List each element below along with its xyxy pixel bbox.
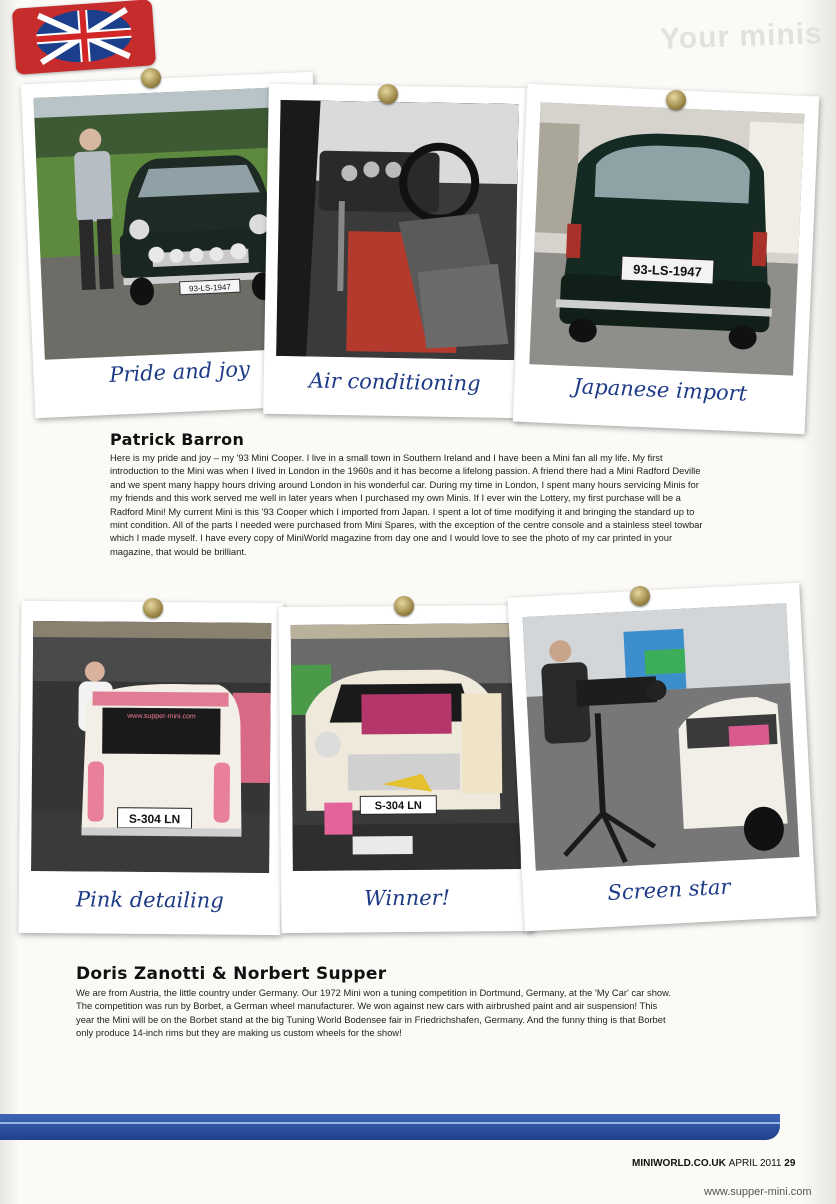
pin-icon — [143, 598, 163, 618]
plate-text: S-304 LN — [128, 811, 181, 827]
article-body: We are from Austria, the little country under Germany. Our 1972 Mini won a tuning competition in Dortmund, Germany, at the 'My Car' car show. The competition was run by Borbet, a German wheel manufacturer. We won against new cars with airbrushed paint and air suspension! This year the Mini will be on the Borbet stand at the big Tuning World Bodensee fair in Friedrichshafen, Germany. And the funny thing is that Borbet only produce 14-inch rims but they are making us custom wheels for the show! — [76, 987, 671, 1039]
photo-pink-detailing — [19, 601, 284, 935]
pin-icon — [141, 68, 161, 88]
caption-pride-and-joy: Pride and joy — [108, 356, 251, 387]
footer-bar — [0, 1114, 780, 1140]
issue-date: APRIL 2011 — [728, 1158, 782, 1169]
plate-text: 93-LS-1947 — [188, 282, 231, 294]
photo-screen-star — [507, 583, 816, 932]
photo-winner — [279, 605, 534, 933]
pin-icon — [378, 84, 398, 104]
caption-pink-detailing: Pink detailing — [75, 887, 224, 913]
article-body: Here is my pride and joy – my '93 Mini Cooper. I live in a small town in Southern Ireland and I have been a Mini fan all my life. My first introduction to the Mini was when I lived in London in the 1960s and it has become a lifelong passion. A friend there had a Mini Radford Deville and we spent many happy hours driving around London in his wonderful car. During my time in London, I spent many hours servicing Minis for my friends and this work served me well in later years when I purchased my own Minis. If I ever win the Lottery, my first purchase will be a Radford Mini! My current Mini is this '93 Cooper which I imported from Japan. I spent a lot of time modifying it and bringing the standard up to mint condition. All of the parts I needed were purchased from Mini Spares, with the exception of the centre console and a stainless steel towbar which I made myself. I have every copy of MiniWorld magazine from day one and I would love to see the photo of my car printed in your magazine, that would be brilliant. — [110, 452, 703, 557]
sticker-text: www.supper-mini.com — [127, 712, 196, 721]
mini-rear-photo — [529, 102, 804, 375]
watermark: www.supper-mini.com — [704, 1186, 812, 1198]
article-heading: Doris Zanotti & Norbert Supper — [76, 964, 387, 984]
section-tag: Your minis — [659, 17, 824, 56]
winner-mini-photo — [291, 623, 521, 871]
article-doris-zanotti — [76, 964, 676, 1040]
caption-screen-star: Screen star — [606, 874, 732, 906]
page-number: 29 — [784, 1158, 796, 1169]
plate-text: S-304 LN — [374, 799, 422, 813]
plate-text: 93-LS-1947 — [632, 261, 703, 280]
pink-mini-photo — [31, 621, 271, 873]
article-patrick-barron — [110, 430, 710, 558]
union-flag-badge — [12, 0, 156, 75]
caption-air-conditioning: Air conditioning — [308, 368, 481, 396]
article-heading: Patrick Barron — [110, 430, 245, 449]
caption-japanese-import: Japanese import — [572, 374, 748, 406]
pin-icon — [394, 596, 414, 616]
caption-winner: Winner! — [364, 885, 451, 911]
photo-japanese-import — [513, 84, 819, 434]
pin-icon — [666, 90, 686, 110]
publication-name: MINIWORLD.CO.UK — [632, 1158, 726, 1169]
camera-crew-photo — [522, 603, 799, 870]
page-footer — [632, 1158, 795, 1169]
photo-air-conditioning — [263, 84, 531, 419]
pin-icon — [630, 586, 650, 606]
interior-photo — [276, 100, 518, 360]
